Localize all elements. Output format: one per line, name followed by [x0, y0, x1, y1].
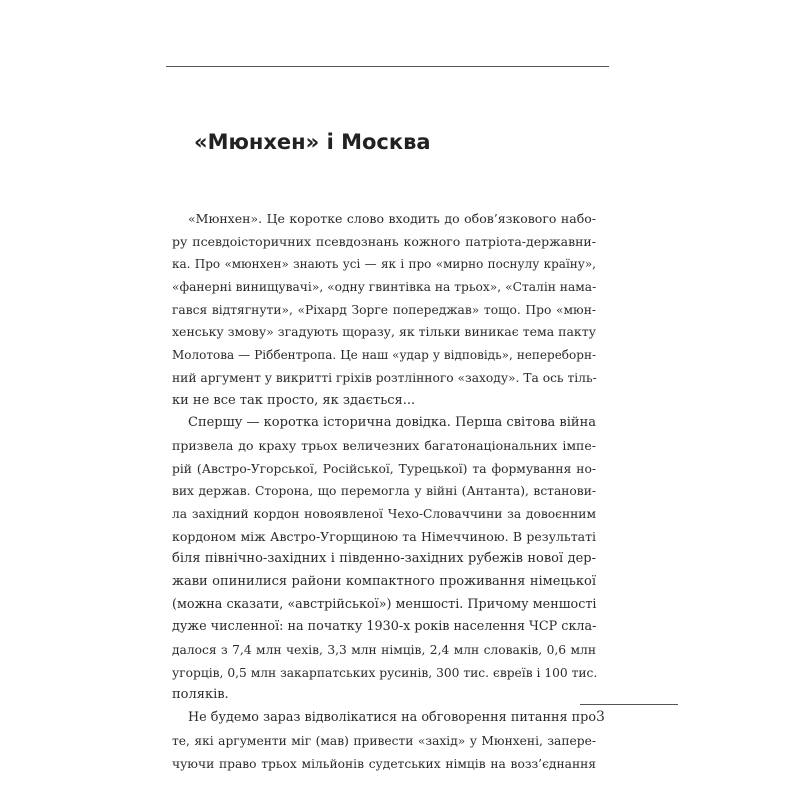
text-line: ка. Про «мюнхен» знають усі — як і про «мирно поснулу країну»,	[172, 257, 596, 272]
text-line: ла західний кордон новоявленої Чехо-Словаччини за довоєнним	[172, 506, 596, 521]
text-line: далося з 7,4 млн чехів, 3,3 млн німців, 2,4 млн словаків, 0,6 млн	[172, 643, 596, 658]
text-line: Молотова — Ріббентропа. Це наш «удар у відповідь», непереборн-	[172, 348, 596, 363]
text-line: призвела до краху трьох величезних багатонаціональних імпе-	[172, 437, 596, 453]
text-line: (можна сказати, «австрійської») меншості. Причому меншості	[172, 596, 597, 612]
text-line: «Мюнхен». Це коротке слово входить до обов’язкового набо-	[188, 211, 596, 226]
text-line: дуже численної: на початку 1930-х років населення ЧСР скла-	[172, 619, 597, 635]
text-line: гався відтягнути», «Ріхард Зорге попереджав» тощо. Про «мюн-	[172, 302, 596, 317]
page-number: 3	[596, 709, 605, 725]
body-text	[172, 208, 596, 775]
text-line: Спершу — коротка історична довідка. Перша світова війна	[188, 415, 596, 431]
chapter-title: «Мюнхен» і Москва	[194, 130, 431, 154]
text-line: те, які аргументи міг (мав) привести «захід» у Мюнхені, запере-	[172, 733, 596, 748]
text-line: ний аргумент у викритті гріхів розтлінного «заходу». Та ось тіль-	[172, 370, 597, 385]
text-line: вих держав. Сторона, що перемогла у війні (Антанта), встанови-	[172, 484, 596, 499]
text-line: рій (Австро-Угорської, Російської, Турецької) та формування но-	[172, 461, 596, 476]
text-line: жави опинилися райони компактного проживання німецької	[172, 574, 596, 589]
text-line: угорців, 0,5 млн закарпатських русинів, 300 тис. євреїв і 100 тис.	[172, 665, 598, 680]
text-line: хенську змову» згадують щоразу, як тільки виникає тема пакту	[172, 324, 597, 340]
text-line: «фанерні винищувачі», «одну гвинтівка на трьох», «Сталін нама-	[172, 280, 597, 295]
text-line: ки не все так просто, як здається...	[172, 392, 416, 408]
text-line: поляків.	[172, 687, 229, 703]
text-line: ру псевдоісторичних псевдознань кожного патріота-державни-	[172, 233, 596, 249]
footer-rule	[580, 704, 678, 705]
text-line: біля північно-західних і південно-західних рубежів нової дер-	[172, 551, 596, 567]
header-rule	[166, 66, 609, 67]
text-line: Не будемо зараз відволікатися на обговорення питання про	[188, 710, 596, 726]
text-line: кордоном між Австро-Угорщиною та Німеччиною. В результаті	[172, 528, 596, 544]
text-line: чуючи право трьох мільйонів судетських німців на возз’єднання	[172, 756, 596, 771]
